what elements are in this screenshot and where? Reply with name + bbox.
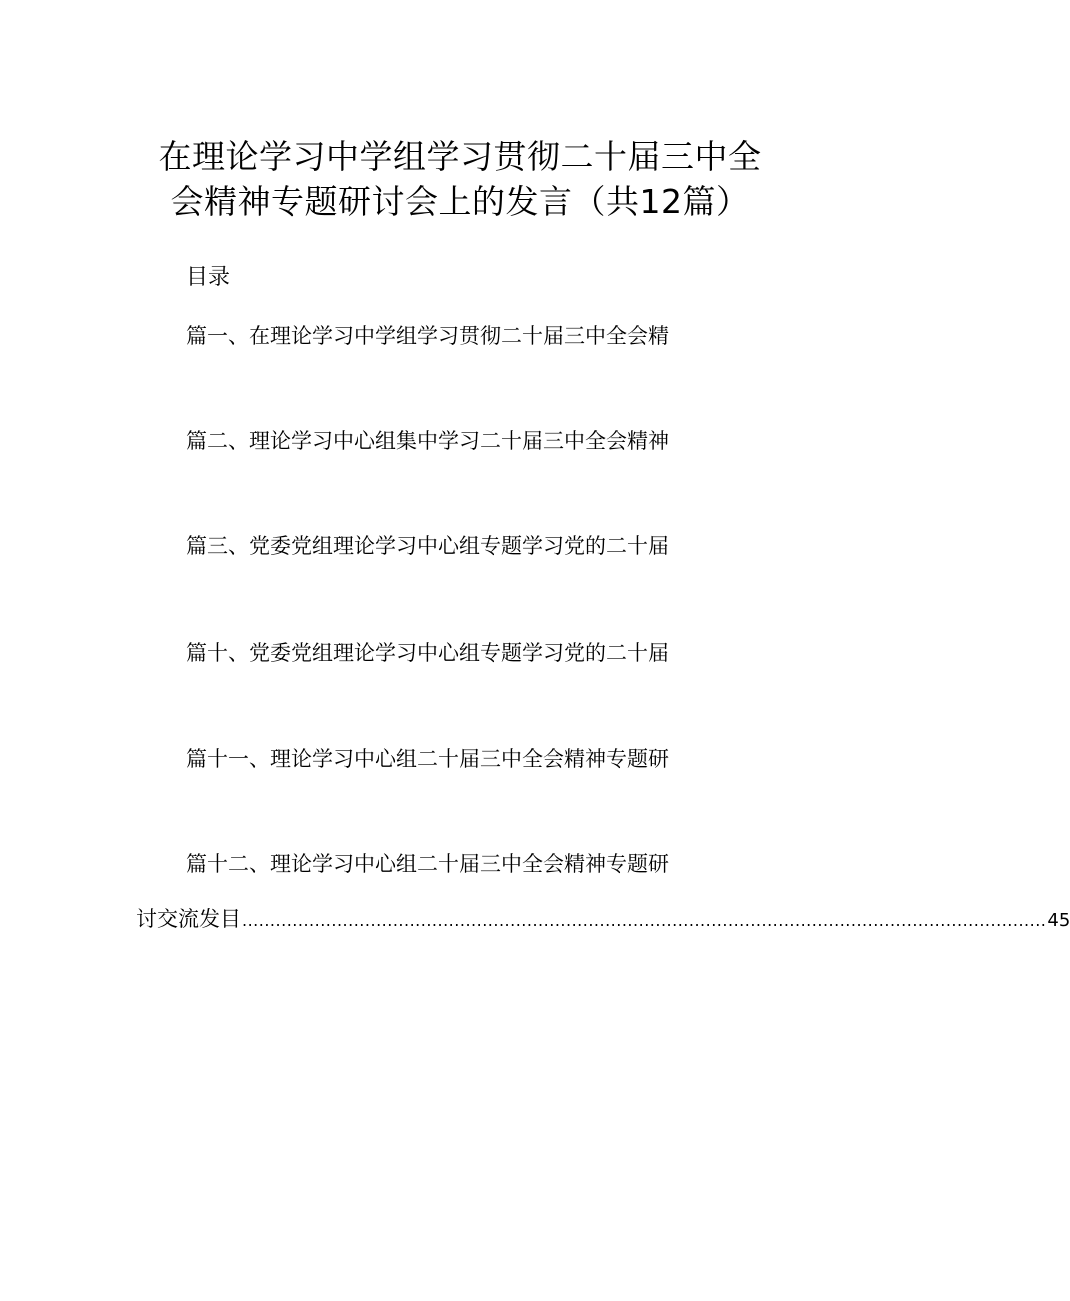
toc-entry-12-continuation[interactable] xyxy=(136,902,1070,938)
document-title-line-1: 在理论学习中学组学习贯彻二十届三中全 xyxy=(158,137,762,176)
document-title-line-2: 会精神专题研讨会上的发言（共12篇） xyxy=(170,182,750,221)
toc-heading: 目录 xyxy=(186,265,231,290)
toc-entry-1[interactable]: 篇一、在理论学习中学组学习贯彻二十届三中全会精 xyxy=(186,324,669,348)
toc-entry-12-page-number: 45 xyxy=(1047,910,1070,931)
toc-entry-12-continuation-text: 讨交流发目 xyxy=(136,907,241,931)
toc-leader-dots: ................................................................................................................................................ xyxy=(242,911,1047,930)
toc-entry-11[interactable]: 篇十一、理论学习中心组二十届三中全会精神专题研 xyxy=(186,747,669,771)
toc-entry-12[interactable]: 篇十二、理论学习中心组二十届三中全会精神专题研 xyxy=(186,852,669,876)
toc-entry-10[interactable]: 篇十、党委党组理论学习中心组专题学习党的二十届 xyxy=(186,641,669,665)
toc-entry-3[interactable]: 篇三、党委党组理论学习中心组专题学习党的二十届 xyxy=(186,534,669,558)
toc-entry-2[interactable]: 篇二、理论学习中心组集中学习二十届三中全会精神 xyxy=(186,429,669,453)
